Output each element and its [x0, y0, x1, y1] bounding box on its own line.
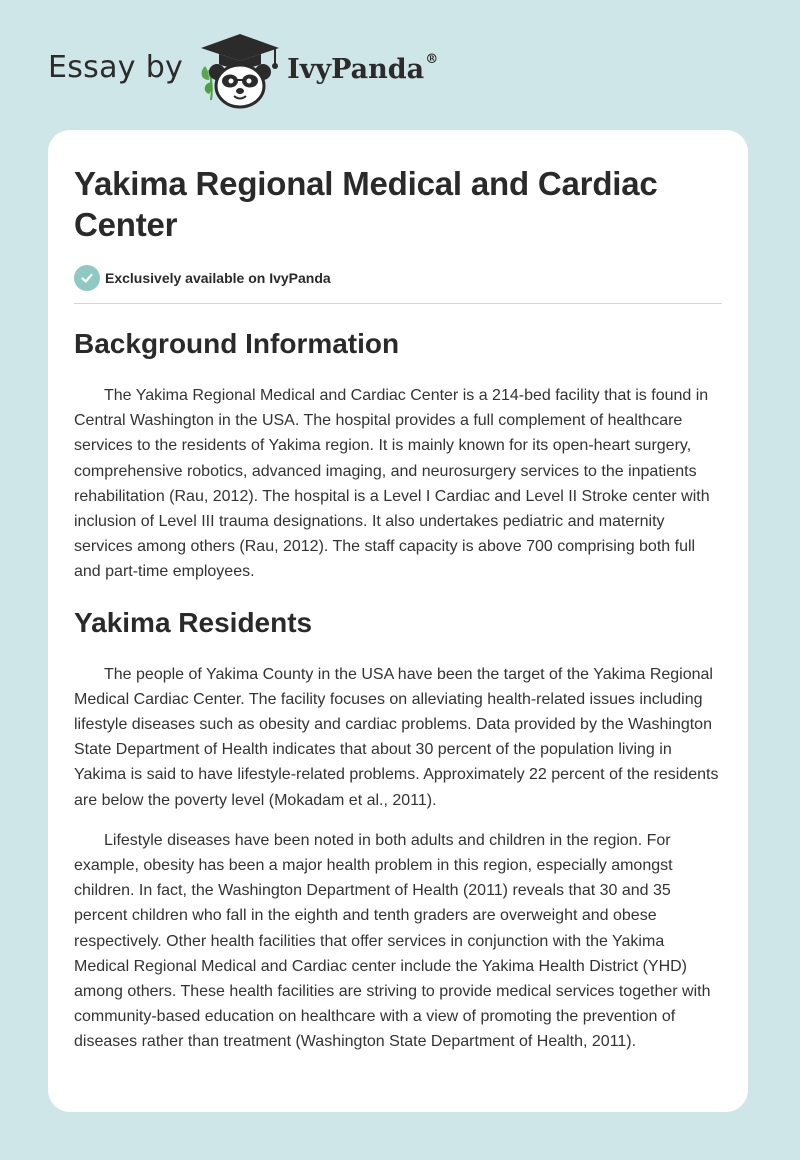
section-heading-residents: Yakima Residents: [74, 606, 313, 638]
site-header: [48, 30, 438, 110]
paragraph: The Yakima Regional Medical and Cardiac Center is a 214-bed facility that is found in Central Washington in the USA. The hospital provides a full complement of healthcare services to the residents of Yakima region. It is mainly known for its open-heart surgery, comprehensive robotics, advanced imaging, and neurosurgery services to the inpatients rehabilitation (Rau, 2012). The hospital is a Level I Cardiac and Level II Stroke center with inclusion of Level III trauma designations. It also undertakes pediatric and maternity services among others (Rau, 2012). The staff capacity is above 700 comprising both full and part-time employees.: [74, 387, 710, 581]
ivypanda-logo-icon[interactable]: [197, 30, 283, 110]
paragraph: Lifestyle diseases have been noted in both adults and children in the region. For example, obesity has been a major health problem in this region, especially amongst children. In fact, the Washington Department of Health (2011) reveals that 30 and 35 percent children who fall in the eighth and tenth graders are overweight and obese respectively. Other health facilities that offer services in conjunction with the Yakima Medical Regional Medical and Cardiac center include the Yakima Health District (YHD) among others. These health facilities are striving to provide medical services together with community-based education on healthcare with a view of promoting the prevention of diseases rather than treatment (Washington State Department of Health, 2011).: [74, 831, 711, 1051]
essay-by-label: Essay by: [48, 49, 184, 85]
divider: [74, 303, 722, 304]
article-card: [48, 130, 748, 1112]
article-title: Yakima Regional Medical and Cardiac Center: [74, 165, 658, 243]
section-heading-background: Background Information: [74, 328, 400, 359]
exclusive-badge: [74, 265, 722, 291]
brand-name-text: IvyPanda: [287, 53, 425, 85]
brand-name[interactable]: [287, 51, 439, 85]
paragraph: The people of Yakima County in the USA have been the target of the Yakima Regional Medical Cardiac Center. The facility focuses on alleviating health-related issues including lifestyle diseases such as obesity and cardiac problems. Data provided by the Washington State Department of Health indicates that about 30 percent of the population living in Yakima is said to have lifestyle-related problems. Approximately 22 percent of the residents are below the poverty level (Mokadam et al., 2011).: [74, 665, 719, 809]
exclusive-badge-text: Exclusively available on IvyPanda: [105, 270, 331, 286]
check-circle-icon: [74, 265, 100, 291]
registered-mark: ®: [425, 51, 439, 67]
